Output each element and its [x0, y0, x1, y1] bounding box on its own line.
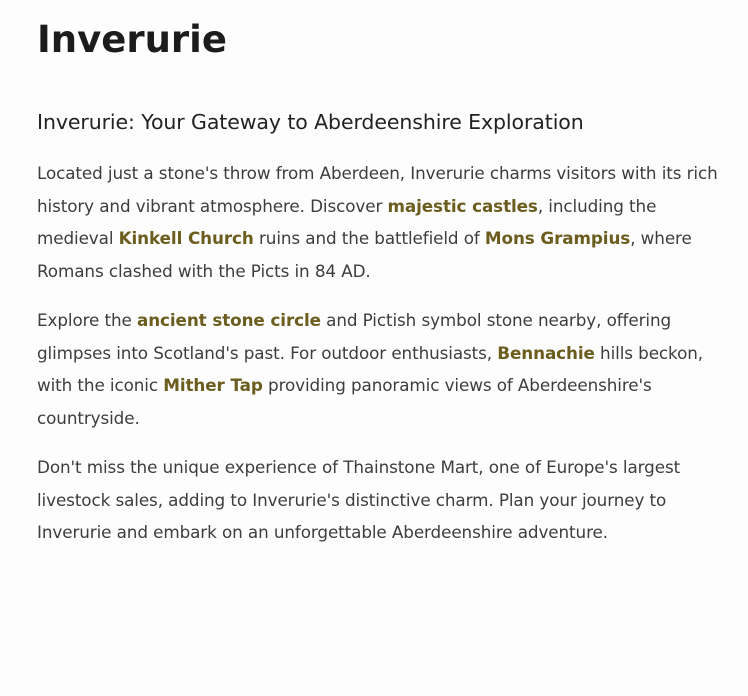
paragraph-history [37, 157, 718, 287]
link-kinkell-church[interactable]: Kinkell Church [118, 228, 254, 248]
paragraph-text: Located just a stone's throw from Aberdeen, Inverurie charms visitors with its rich history and vibrant atmosphere. Discover [37, 163, 718, 216]
article-subtitle: Inverurie: Your Gateway to Aberdeenshire Exploration [37, 110, 584, 134]
link-majestic-castles[interactable]: majestic castles [387, 195, 538, 216]
paragraph-text: Explore the [37, 310, 137, 330]
paragraph-text: providing panoramic views of Aberdeenshire's countryside. [37, 375, 652, 428]
paragraph-thainstone: Don't miss the unique experience of Thainstone Mart, one of Europe's largest livestock sales, adding to Inverurie's distinctive charm. Plan your journey to Inverurie and embark on an unforgettable Aberdeenshire adventure. [37, 457, 681, 542]
paragraph-explore [37, 304, 718, 434]
paragraph-text: and Pictish symbol stone nearby, offering glimpses into Scotland's past. For outdoor enthusiasts, [37, 310, 672, 363]
paragraph-text: , where Romans clashed with the Picts in 84 AD. [37, 228, 692, 281]
link-ancient-stone-circle[interactable]: ancient stone circle [136, 310, 321, 330]
link-bennachie[interactable]: Bennachie [497, 342, 595, 363]
link-mons-grampius[interactable]: Mons Grampius [484, 228, 631, 248]
page-title: Inverurie [37, 18, 227, 61]
link-mither-tap[interactable]: Mither Tap [163, 375, 263, 395]
paragraph-text: ruins and the battlefield of [253, 228, 485, 248]
paragraph-text: , including the medieval [37, 195, 657, 248]
paragraph-text: hills beckon, with the iconic [37, 342, 704, 395]
